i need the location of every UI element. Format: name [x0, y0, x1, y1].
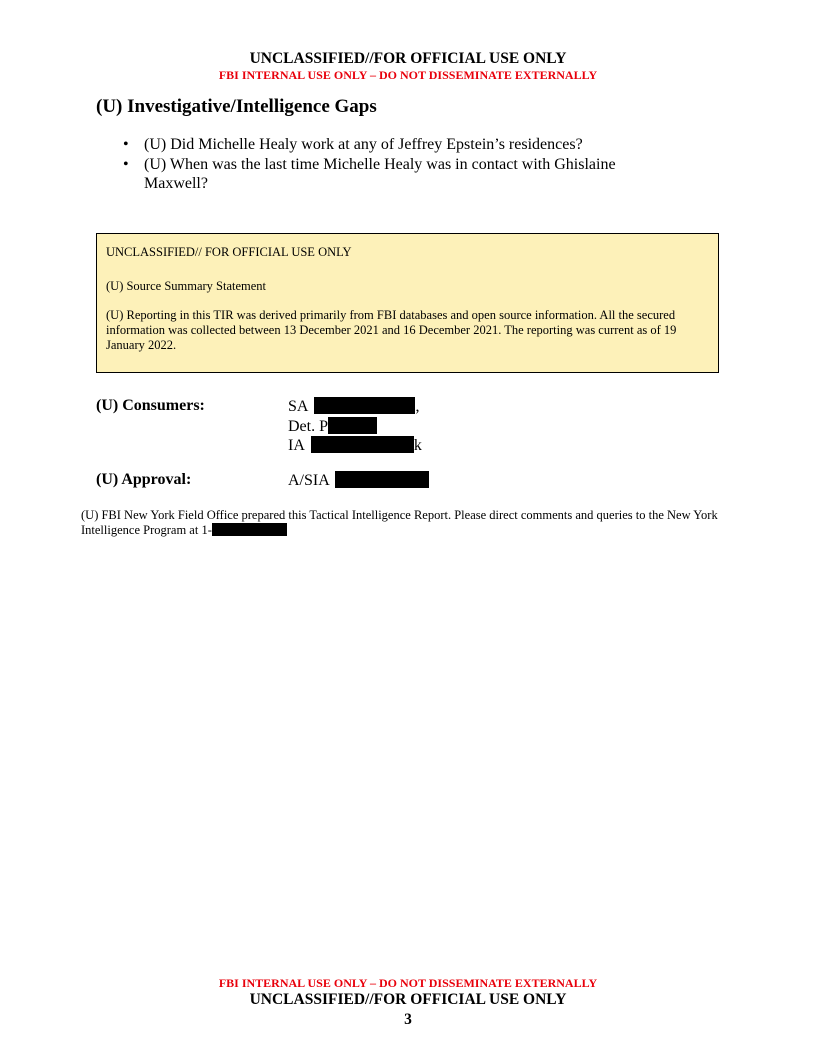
redaction-block	[212, 523, 287, 536]
consumers-list	[288, 397, 422, 456]
report-contact-note	[81, 508, 731, 538]
consumer-prefix: IA	[288, 437, 305, 454]
consumer-line	[288, 397, 422, 417]
approval-value	[288, 471, 429, 491]
consumer-suffix: k	[413, 437, 422, 454]
consumer-line	[288, 417, 422, 437]
gap-item	[120, 155, 640, 193]
contact-note-text: (U) FBI New York Field Office prepared this Tactical Intelligence Report. Please direct comments and queries to the New York Intelligence Program at 1-	[81, 508, 718, 537]
gaps-section-title: (U) Investigative/Intelligence Gaps	[96, 96, 377, 117]
box-classification: UNCLASSIFIED// FOR OFFICIAL USE ONLY	[106, 245, 352, 259]
approval-prefix: A/SIA	[288, 472, 330, 489]
redaction-block	[335, 471, 429, 488]
box-body: (U) Reporting in this TIR was derived primarily from FBI databases and open source information. All the secured information was collected between 13 December 2021 and 16 December 2021. The reporting was current as of 19 January 2022.	[106, 308, 677, 352]
header-classification: UNCLASSIFIED//FOR OFFICIAL USE ONLY	[249, 50, 567, 67]
gaps-list	[120, 135, 640, 194]
footer-handling-caveat: FBI INTERNAL USE ONLY – DO NOT DISSEMINATE EXTERNALLY	[218, 976, 598, 990]
footer-classification: UNCLASSIFIED//FOR OFFICIAL USE ONLY	[249, 991, 567, 1008]
bullet-icon: •	[123, 156, 129, 173]
consumer-line	[288, 436, 422, 456]
page-number: 3	[404, 1011, 412, 1028]
consumer-prefix: Det. P	[288, 417, 328, 435]
source-summary-box	[96, 233, 719, 373]
gap-item-text: (U) When was the last time Michelle Healy was in contact with Ghislaine Maxwell?	[144, 156, 616, 192]
bullet-icon: •	[123, 136, 129, 153]
consumer-suffix: ,	[415, 398, 420, 415]
redaction-block	[328, 417, 377, 434]
header-handling-caveat: FBI INTERNAL USE ONLY – DO NOT DISSEMINATE EXTERNALLY	[218, 68, 598, 82]
box-heading: (U) Source Summary Statement	[106, 279, 267, 293]
gap-item-text: (U) Did Michelle Healy work at any of Jeffrey Epstein’s residences?	[144, 136, 583, 153]
redaction-block	[314, 397, 415, 414]
approval-label: (U) Approval:	[96, 471, 192, 488]
redaction-block	[311, 436, 414, 453]
gap-item	[120, 135, 640, 154]
consumer-prefix: SA	[288, 398, 309, 415]
consumers-label: (U) Consumers:	[96, 397, 205, 414]
